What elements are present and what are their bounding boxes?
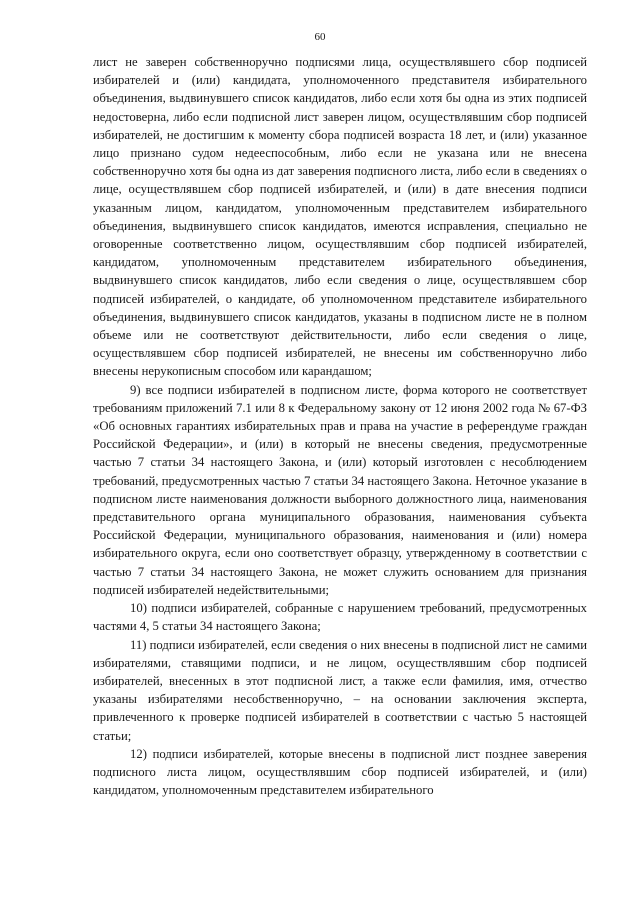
paragraph-item-11: 11) подписи избирателей, если сведения о них внесены в подписной лист не самими избирателями, ставящими подписи, и не лицом, осуществлявшим сбор подписей избирателей, внесенных в этот подписной лист, а также если фамилия, имя, отчество указаны избирателями несобственноручно, – на основании заключения эксперта, привлеченного к проверке подписей избирателей в соответствии с частью 5 настоящей статьи; (93, 637, 587, 743)
document-body (93, 53, 587, 799)
paragraph-item-12: 12) подписи избирателей, которые внесены в подписной лист позднее заверения подписного листа лицом, осуществлявшим сбор подписей избирателей, и (или) кандидатом, уполномоченным представителем избирательного (93, 746, 587, 798)
page-number: 60 (314, 31, 326, 43)
paragraph-item-10: 10) подписи избирателей, собранные с нарушением требований, предусмотренных частями 4, 5 статьи 34 настоящего Закона; (93, 601, 587, 634)
paragraph-item-9: 9) все подписи избирателей в подписном листе, форма которого не соответствует требованиям приложений 7.1 или 8 к Федеральному закону от 12 июня 2002 года № 67-ФЗ «Об основных гарантиях избирательных прав и права на участие в референдуме граждан Российской Федерации», и (или) в который не внесены сведения, предусмотренные частью 7 статьи 34 настоящего Закона, и (или) который изготовлен с несоблюдением требований, предусмотренных частью 7 статьи 34 настоящего Закона. Неточное указание в подписном листе наименования должности выборного должностного лица, наименования представительного органа муниципального образования, наименования субъекта Российской Федерации, муниципального образования, наименования и (или) номера избирательного округа, если оно соответствует образцу, утвержденному в соответствии с частью 7 статьи 34 настоящего Закона, не может служить основанием для признания подписей избирателей недействительными; (93, 382, 587, 597)
paragraph-continuation: лист не заверен собственноручно подписями лица, осуществлявшего сбор подписей избирателей и (или) кандидата, уполномоченного представителя избирательного объединения, выдвинувшего список кандидатов, либо если хотя бы одна из этих подписей недостоверна, либо если подписной лист заверен лицом, осуществлявшим сбор подписей избирателей, не достигшим к моменту сбора подписей возраста 18 лет, и (или) указанное лицо признано судом недееспособным, либо если не указана или не внесена собственноручно хотя бы одна из дат заверения подписного листа, либо если в сведениях о лице, осуществлявшем сбор подписей избирателей, и (или) в дате внесения подписи указанным лицом, кандидатом, уполномоченным представителем избирательного объединения, выдвинувшего список кандидатов, имеются исправления, специально не оговоренные соответственно лицом, осуществлявшим сбор подписей избирателей, кандидатом, уполномоченным представителем избирательного объединения, выдвинувшего список кандидатов, либо если сведения о лице, осуществлявшем сбор подписей избирателей, о кандидате, об уполномоченном представителе избирательного объединения, выдвинувшего список кандидатов, указаны в подписном листе не в полном объеме или не соответствуют действительности, либо если сведения о лице, осуществлявшем сбор подписей избирателей, не внесены им собственноручно либо внесены нерукописным способом или карандашом; (93, 55, 587, 379)
